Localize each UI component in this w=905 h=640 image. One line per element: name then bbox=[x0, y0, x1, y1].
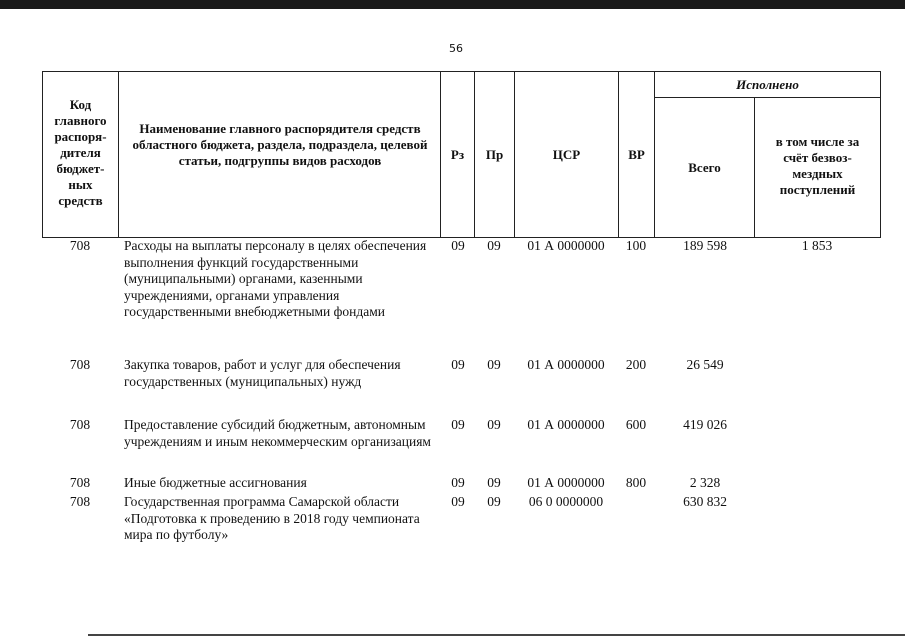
row-pr: 09 bbox=[487, 475, 501, 490]
row-csr: 01 А 0000000 bbox=[527, 417, 605, 432]
row-csr: 01 А 0000000 bbox=[527, 238, 605, 253]
header-total: Всего bbox=[688, 160, 721, 175]
row-csr: 01 А 0000000 bbox=[527, 357, 605, 372]
row-vr: 800 bbox=[625, 475, 647, 490]
row-pr: 09 bbox=[487, 238, 501, 253]
row-code: 708 bbox=[69, 475, 91, 490]
row-name: Иные бюджетные ассигнования bbox=[124, 475, 307, 490]
row-rz: 09 bbox=[451, 475, 465, 490]
header-executed: Исполнено bbox=[736, 77, 799, 92]
header-name: Наименование главного распорядителя средств областного бюджета, раздела, подраздела, целевой статьи, подгруппы видов расходов bbox=[132, 121, 428, 168]
row-name: Государственная программа Самарской области «Подготовка к проведению в 2018 году чемпионата мира по футболу» bbox=[124, 494, 420, 542]
row-total: 630 832 bbox=[683, 494, 727, 509]
row-pr: 09 bbox=[487, 357, 501, 372]
row-vr: 100 bbox=[625, 238, 647, 253]
header-free: в том числе за счёт безвоз-мездных поступлений bbox=[775, 134, 860, 197]
header-csr: ЦСР bbox=[552, 147, 581, 162]
row-vr: 600 bbox=[625, 417, 647, 432]
row-code: 708 bbox=[69, 494, 91, 509]
row-rz: 09 bbox=[451, 357, 465, 372]
row-total: 26 549 bbox=[686, 357, 724, 372]
row-rz: 09 bbox=[451, 238, 465, 253]
row-free: 1 853 bbox=[801, 238, 833, 253]
header-code: Код главного распоря-дителя бюджет-ных средств bbox=[54, 97, 107, 208]
header-vr: ВР bbox=[628, 147, 645, 162]
row-total: 189 598 bbox=[683, 238, 727, 253]
row-pr: 09 bbox=[487, 417, 501, 432]
row-code: 708 bbox=[69, 417, 91, 432]
row-vr: 200 bbox=[625, 357, 647, 372]
row-csr: 01 А 0000000 bbox=[527, 475, 605, 490]
bottom-divider bbox=[88, 634, 905, 636]
page-number: 56 bbox=[449, 42, 463, 55]
row-pr: 09 bbox=[487, 494, 501, 509]
row-rz: 09 bbox=[451, 494, 465, 509]
row-rz: 09 bbox=[451, 417, 465, 432]
row-total: 2 328 bbox=[689, 475, 721, 490]
header-pr: Пр bbox=[485, 147, 504, 162]
row-total: 419 026 bbox=[683, 417, 727, 432]
row-code: 708 bbox=[69, 357, 91, 372]
row-name: Закупка товаров, работ и услуг для обеспечения государственных (муниципальных) нужд bbox=[124, 357, 401, 389]
row-name: Предоставление субсидий бюджетным, автономным учреждениям и иным некоммерческим организациям bbox=[124, 417, 431, 449]
header-rz: Рз bbox=[450, 147, 465, 162]
row-csr: 06 0 0000000 bbox=[528, 494, 604, 509]
row-code: 708 bbox=[69, 238, 91, 253]
row-name: Расходы на выплаты персоналу в целях обеспечения выполнения функций государственными (муниципальными) органами, казенными учреждениями, органами управления государственными внебюджетными фондами bbox=[124, 238, 427, 319]
top-border bbox=[0, 0, 905, 9]
